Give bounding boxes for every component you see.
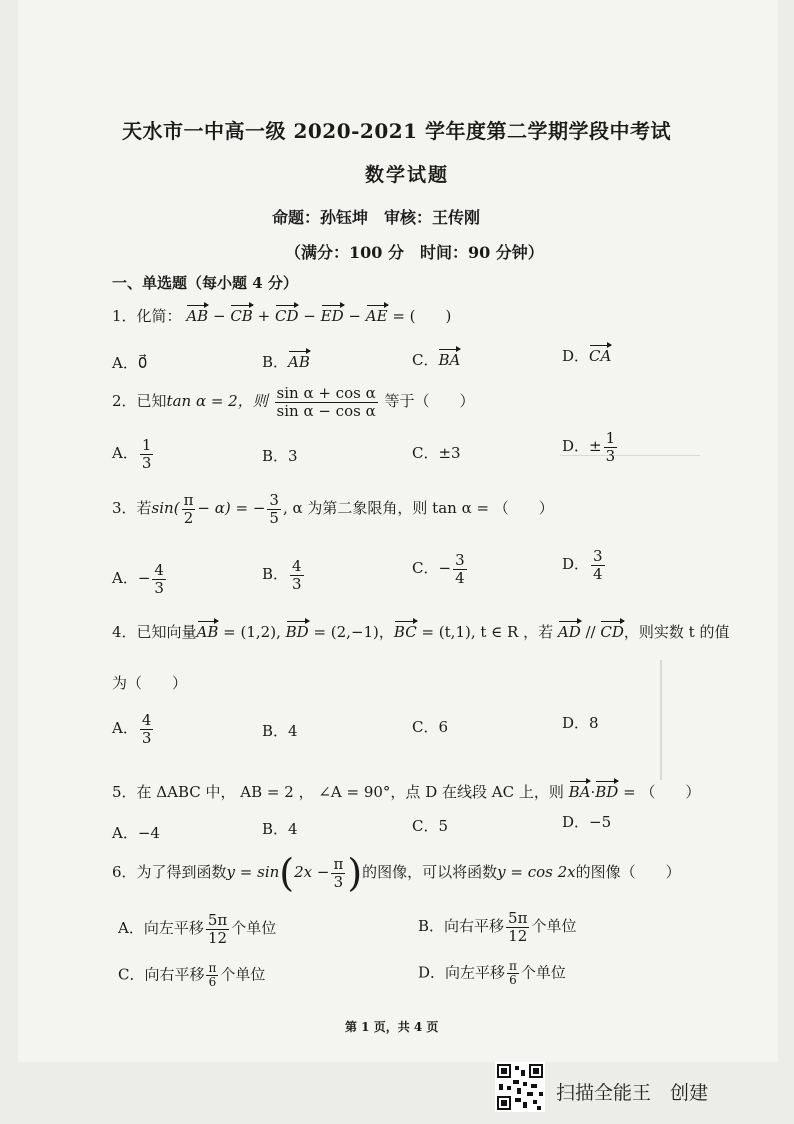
q1-op: − — [212, 307, 226, 325]
vector-cd: CD — [275, 304, 299, 325]
q1-option-d: D．CA — [562, 344, 611, 366]
question-5: 5．在 ΔABC 中， AB = 2 ， ∠A = 90°，点 D 在线段 AC 上，则 BA·BD = （ ） — [112, 780, 700, 802]
vector-ab: AB — [186, 304, 208, 325]
q1-op: − — [303, 307, 316, 325]
q1-tail: = ( ) — [392, 307, 452, 325]
q1-option-c: C．BA — [412, 348, 460, 370]
q1-option-b: B．AB — [262, 350, 310, 372]
q3-option-b: B． $\frac{4}{3}$ — [262, 557, 302, 593]
q4-option-c: C．6 — [412, 718, 449, 736]
scanner-watermark: 扫描全能王 创建 — [556, 1082, 709, 1104]
exam-subject: 数学试题 — [365, 164, 450, 186]
q2-option-b: B．3 — [262, 447, 298, 465]
q4-option-a: A． $\frac{4}{3}$ — [112, 711, 152, 747]
exam-authors: 命题：孙钰坤 审核：王传刚 — [272, 208, 481, 227]
q6-option-c: C．向右平移 $\frac{\pi}{6}$ 个单位 — [118, 961, 266, 990]
q1-op: − — [348, 307, 361, 325]
q2-option-c: C．±3 — [412, 444, 461, 462]
q3-option-c: C．− $\frac{3}{4}$ — [412, 551, 465, 587]
q1-option-a: A．0⃗ — [112, 354, 148, 372]
bleed-through-mark — [660, 660, 662, 780]
question-4-line2: 为（ ） — [112, 674, 188, 692]
q3-option-a: A．− $\frac{4}{3}$ — [112, 561, 164, 597]
section-heading: 一、单选题（每小题 4 分） — [112, 274, 298, 292]
q6-option-a: A．向左平移 $\frac{5\pi}{12}$ 个单位 — [118, 911, 277, 947]
q4-option-d: D．8 — [562, 714, 599, 732]
q1-op: + — [257, 307, 271, 325]
q5-option-a: A．−4 — [112, 824, 160, 842]
q2-option-d: D．± $\frac{1}{3}$ — [562, 429, 616, 465]
page-number: 第 1 页，共 4 页 — [345, 1020, 439, 1034]
question-4: 4．已知向量AB = (1,2), BD = (2,−1)，BC = (t,1), t ∈ R ，若 AD // CD，则实数 t 的值 — [112, 620, 729, 642]
q6-option-b: B．向右平移 $\frac{5\pi}{12}$ 个单位 — [418, 909, 577, 945]
question-2: 2．已知tan α = 2，则 $\frac{\text{sin α + cos α}}{\text{sin α − cos α}}$ 等于（ ） — [112, 384, 475, 420]
vector-ed: ED — [321, 304, 344, 325]
question-1 — [112, 304, 451, 326]
question-6: 6．为了得到函数y = sin(2x − $\frac{\pi}{3}$ )的图像，可以将函数y = cos 2x的图像（ ） — [112, 851, 681, 895]
q1-label: 1．化简： — [112, 307, 182, 325]
q3-option-d: D． $\frac{3}{4}$ — [562, 547, 603, 583]
q5-option-c: C．5 — [412, 817, 449, 835]
question-3: 3．若sin( $\frac{\pi}{2}$ − α) = − $\frac{3}{5}$ , α 为第二象限角，则 tan α = （ ） — [112, 491, 554, 527]
q5-option-b: B．4 — [262, 820, 298, 838]
exam-score-time: （满分：100 分 时间：90 分钟） — [285, 243, 544, 262]
q2-fraction: $\frac{\text{sin α + cos α}}{\text{sin α − cos α}}$ — [276, 384, 376, 420]
qr-code-icon — [495, 1062, 545, 1112]
vector-cb: CB — [230, 304, 253, 325]
vector-ae: AE — [366, 304, 388, 325]
exam-title: 天水市一中高一级 2020-2021 学年度第二学期学段中考试 — [122, 119, 672, 143]
q6-option-d: D．向左平移 $\frac{\pi}{6}$ 个单位 — [418, 959, 566, 988]
q5-option-d: D．−5 — [562, 813, 612, 831]
q2-option-a: A． $\frac{1}{3}$ — [112, 436, 152, 472]
q4-option-b: B．4 — [262, 722, 298, 740]
